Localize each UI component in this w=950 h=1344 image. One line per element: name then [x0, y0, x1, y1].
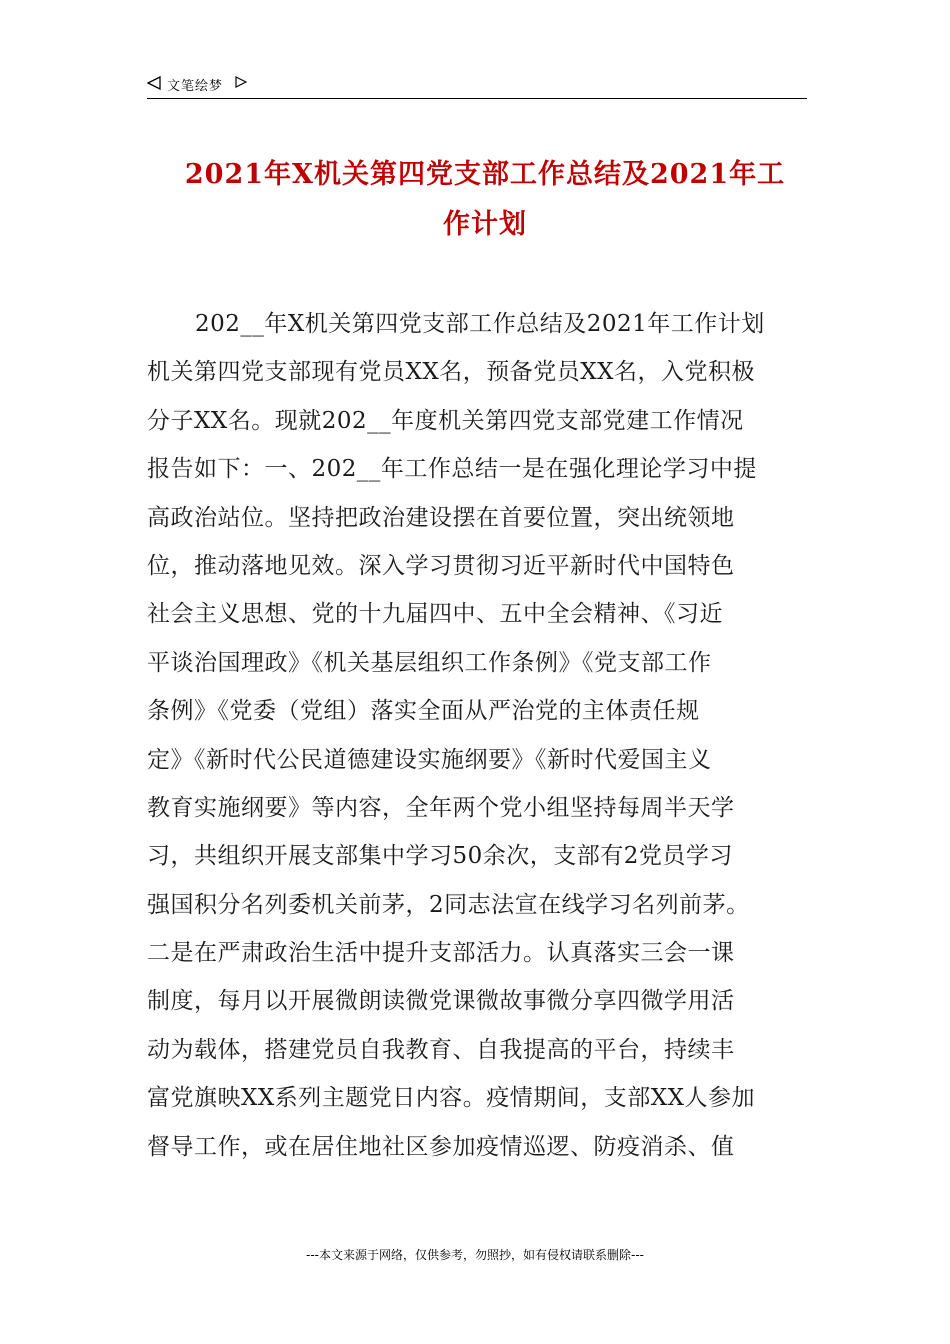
- body-line: 条例》《党委（党组）落实全面从严治党的主体责任规: [147, 698, 700, 725]
- body-line: 报告如下：一、202__年工作总结一是在强化理论学习中提: [147, 456, 757, 483]
- body-line: 强国积分名列委机关前茅，2同志法宣在线学习名列前茅。: [147, 891, 750, 918]
- body-line: 督导工作，或在居住地社区参加疫情巡逻、防疫消杀、值: [147, 1133, 735, 1160]
- body-line: 教育实施纲要》等内容，全年两个党小组坚持每周半天学: [147, 794, 735, 821]
- body-line: 社会主义思想、党的十九届四中、五中全会精神、《习近: [147, 601, 723, 628]
- title-line-2: 作计划: [443, 209, 527, 240]
- body-line: 富党旗映XX系列主题党日内容。疫情期间，支部XX人参加: [147, 1085, 755, 1112]
- body-line: 202__年X机关第四党支部工作总结及2021年工作计划: [195, 311, 765, 337]
- body-line: 机关第四党支部现有党员XX名，预备党员XX名，入党积极: [147, 359, 755, 386]
- document-body: [147, 300, 807, 1171]
- body-line: 动为载体，搭建党员自我教育、自我提高的平台，持续丰: [147, 1036, 735, 1063]
- body-line: 制度，每月以开展微朗读微党课微故事微分享四微学用活: [147, 988, 735, 1015]
- body-line: 平谈治国理政》《机关基层组织工作条例》《党支部工作: [147, 649, 712, 676]
- footer-notice: ---本文来源于网络，仅供参考，勿照抄，如有侵权请联系删除---: [306, 1248, 644, 1262]
- body-line: 分子XX名。现就202__年度机关第四党支部党建工作情况: [147, 407, 744, 434]
- body-line: 位，推动落地见效。深入学习贯彻习近平新时代中国特色: [147, 552, 735, 579]
- body-line: 二是在严肃政治生活中提升支部活力。认真落实三会一课: [147, 940, 735, 967]
- triangle-right-icon: [235, 76, 247, 88]
- body-line: 高政治站位。坚持把政治建设摆在首要位置，突出统领地: [147, 504, 735, 531]
- document-title: [160, 150, 810, 250]
- triangle-left-icon: [147, 76, 161, 90]
- header-brand: 文笔绘梦: [167, 79, 224, 94]
- body-line: 习，共组织开展支部集中学习50余次，支部有2党员学习: [147, 843, 733, 870]
- page-header: [147, 72, 807, 99]
- body-line: 定》《新时代公民道德建设实施纲要》《新时代爱国主义: [147, 746, 712, 773]
- title-line-1: 2021年X机关第四党支部工作总结及2021年工: [184, 159, 786, 190]
